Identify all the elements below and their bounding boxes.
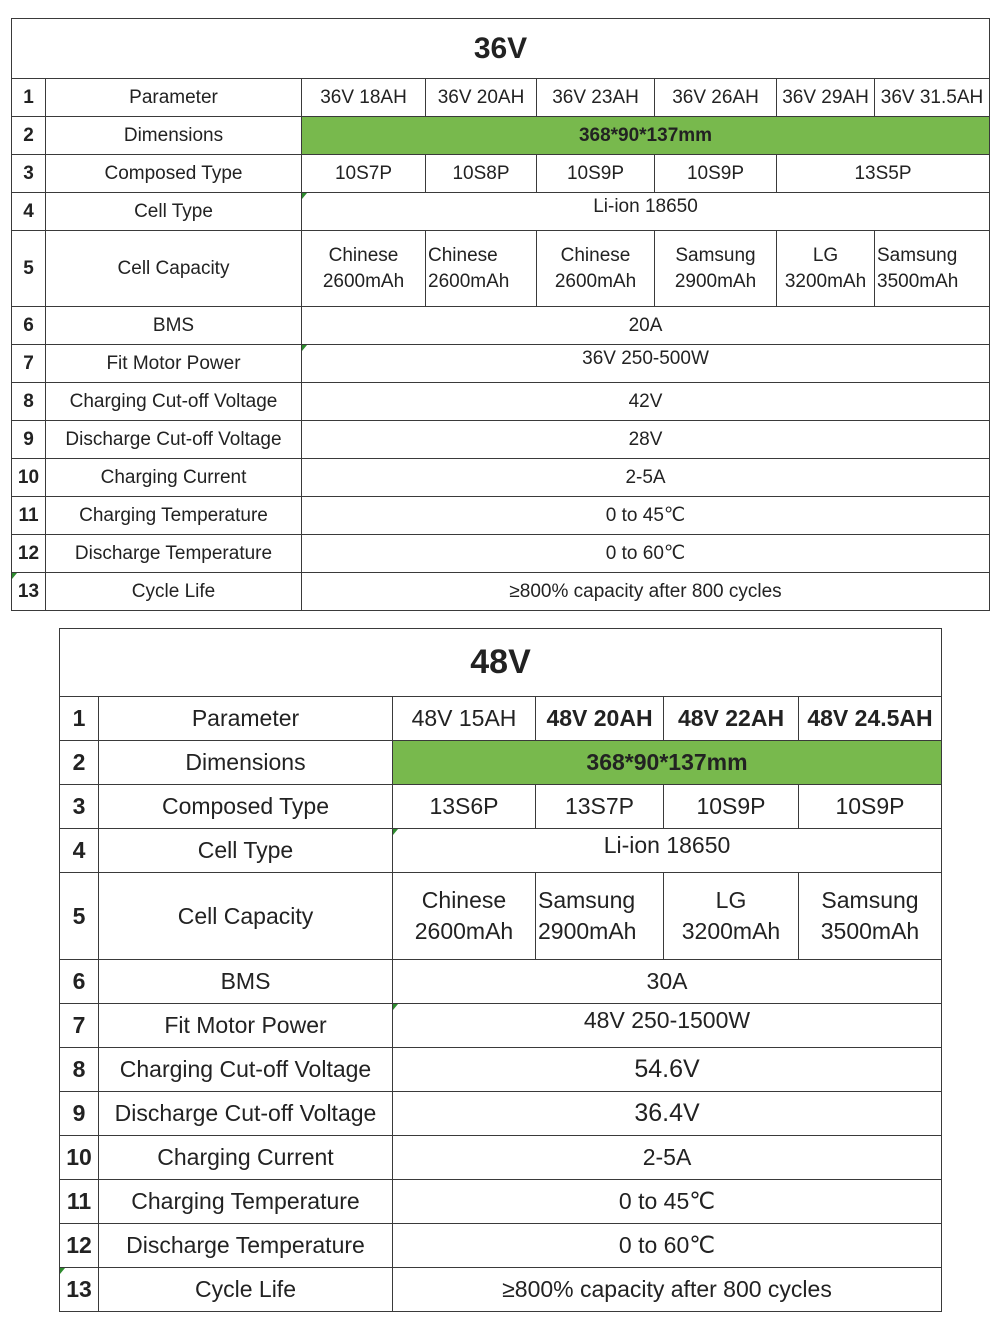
charging-current-value: 2-5A: [393, 1136, 942, 1180]
row-label: Cell Type: [46, 193, 302, 231]
row-number: 2: [12, 117, 46, 155]
table-row: [12, 155, 990, 193]
row-label: Charging Current: [46, 459, 302, 497]
row-label: Composed Type: [46, 155, 302, 193]
row-label: Cycle Life: [99, 1268, 393, 1312]
capacity-cell: [302, 231, 426, 307]
capacity-brand: Chinese: [428, 244, 498, 266]
capacity-brand: Samsung: [538, 886, 636, 913]
table-row: [60, 1268, 942, 1312]
table-title: 36V: [12, 19, 990, 79]
discharge-temp-value: 0 to 60℃: [393, 1224, 942, 1268]
capacity-cell: [664, 873, 799, 960]
row-label: Charging Cut-off Voltage: [99, 1048, 393, 1092]
composed-type-cell: 10S9P: [537, 155, 655, 193]
row-label: Fit Motor Power: [46, 345, 302, 383]
table-row: [60, 785, 942, 829]
capacity-mah: 3200mAh: [681, 918, 781, 944]
row-number: 13: [60, 1268, 99, 1312]
header-cell: 36V 31.5AH: [875, 79, 990, 117]
table-row: [12, 117, 990, 155]
capacity-brand: Chinese: [328, 244, 399, 266]
table-row: [60, 1004, 942, 1048]
row-number: 2: [60, 741, 99, 785]
composed-type-cell: 13S6P: [393, 785, 536, 829]
capacity-cell: [536, 873, 664, 960]
row-number: 8: [60, 1048, 99, 1092]
capacity-mah: 2900mAh: [538, 918, 637, 944]
capacity-brand: Samsung: [675, 244, 756, 266]
row-label: Discharge Cut-off Voltage: [46, 421, 302, 459]
row-label: Discharge Temperature: [46, 535, 302, 573]
capacity-mah: 2900mAh: [674, 270, 757, 292]
composed-type-cell: 13S5P: [777, 155, 990, 193]
capacity-mah: 2600mAh: [322, 270, 405, 292]
row-number: 12: [12, 535, 46, 573]
header-cell: 36V 20AH: [426, 79, 537, 117]
table-row: [12, 231, 990, 307]
row-number: 3: [60, 785, 99, 829]
row-number: 3: [12, 155, 46, 193]
dimensions-value: 368*90*137mm: [393, 741, 942, 785]
row-number: 12: [60, 1224, 99, 1268]
motor-power-value: 36V 250-500W: [302, 345, 990, 383]
header-cell: 48V 20AH: [536, 697, 664, 741]
table-row: [12, 535, 990, 573]
table-row: [12, 573, 990, 611]
table-row: [60, 960, 942, 1004]
cycle-life-value: ≥800% capacity after 800 cycles: [393, 1268, 942, 1312]
capacity-cell: [875, 231, 990, 307]
capacity-mah: 2600mAh: [428, 270, 510, 292]
row-label: Charging Cut-off Voltage: [46, 383, 302, 421]
header-cell: 48V 22AH: [664, 697, 799, 741]
row-label: Charging Temperature: [46, 497, 302, 535]
header-cell: 36V 26AH: [655, 79, 777, 117]
table-row: [12, 383, 990, 421]
bms-value: 20A: [302, 307, 990, 345]
row-label: Discharge Temperature: [99, 1224, 393, 1268]
row-label: Charging Temperature: [99, 1180, 393, 1224]
row-number: 1: [60, 697, 99, 741]
table-row: [60, 873, 942, 960]
row-number: 1: [12, 79, 46, 117]
table-row: [60, 829, 942, 873]
row-label: Dimensions: [99, 741, 393, 785]
row-number: 11: [12, 497, 46, 535]
row-number: 10: [60, 1136, 99, 1180]
header-cell: 36V 29AH: [777, 79, 875, 117]
capacity-cell: [777, 231, 875, 307]
row-label: Composed Type: [99, 785, 393, 829]
row-label: Discharge Cut-off Voltage: [99, 1092, 393, 1136]
discharge-temp-value: 0 to 60℃: [302, 535, 990, 573]
row-number: 6: [60, 960, 99, 1004]
table-row: [60, 697, 942, 741]
capacity-cell: [655, 231, 777, 307]
table-row: [60, 1180, 942, 1224]
table-title: 48V: [60, 629, 942, 697]
header-cell: 48V 24.5AH: [799, 697, 942, 741]
row-number: 8: [12, 383, 46, 421]
charging-cutoff-value: 54.6V: [393, 1048, 942, 1092]
composed-type-cell: 10S7P: [302, 155, 426, 193]
dimensions-value: 368*90*137mm: [302, 117, 990, 155]
table-row: [60, 1092, 942, 1136]
row-number: 5: [12, 231, 46, 307]
table-row: [12, 421, 990, 459]
composed-type-cell: 13S7P: [536, 785, 664, 829]
capacity-cell: [393, 873, 536, 960]
cell-type-value: Li-ion 18650: [302, 193, 990, 231]
table-row: [60, 741, 942, 785]
table-row: [12, 497, 990, 535]
row-number: 4: [60, 829, 99, 873]
row-label: BMS: [99, 960, 393, 1004]
capacity-mah: 2600mAh: [554, 270, 637, 292]
table-row: [12, 307, 990, 345]
table-row: [12, 193, 990, 231]
row-number: 11: [60, 1180, 99, 1224]
header-cell: 36V 18AH: [302, 79, 426, 117]
table-row: [60, 1048, 942, 1092]
spec-table-48v: [59, 628, 942, 1312]
capacity-brand: Samsung: [877, 244, 958, 266]
capacity-brand: Samsung: [821, 886, 919, 913]
charging-current-value: 2-5A: [302, 459, 990, 497]
table-row: [60, 1136, 942, 1180]
row-label: Fit Motor Power: [99, 1004, 393, 1048]
capacity-mah: 3200mAh: [784, 270, 867, 292]
spec-table-36v: [11, 18, 990, 611]
cell-type-value: Li-ion 18650: [393, 829, 942, 873]
capacity-cell: [537, 231, 655, 307]
capacity-cell: [799, 873, 942, 960]
discharge-cutoff-value: 28V: [302, 421, 990, 459]
cycle-life-value: ≥800% capacity after 800 cycles: [302, 573, 990, 611]
capacity-brand: Chinese: [560, 244, 631, 266]
row-label: BMS: [46, 307, 302, 345]
row-number: 5: [60, 873, 99, 960]
row-label: Cell Capacity: [46, 231, 302, 307]
capacity-mah: 2600mAh: [414, 918, 514, 944]
header-cell: 48V 15AH: [393, 697, 536, 741]
row-label: Cycle Life: [46, 573, 302, 611]
row-number: 9: [12, 421, 46, 459]
row-label: Cell Capacity: [99, 873, 393, 960]
discharge-cutoff-value: 36.4V: [393, 1092, 942, 1136]
row-number: 4: [12, 193, 46, 231]
row-number: 10: [12, 459, 46, 497]
composed-type-cell: 10S9P: [655, 155, 777, 193]
row-label: Parameter: [99, 697, 393, 741]
charging-temp-value: 0 to 45℃: [302, 497, 990, 535]
capacity-brand: Chinese: [421, 886, 507, 913]
composed-type-cell: 10S8P: [426, 155, 537, 193]
capacity-mah: 3500mAh: [820, 918, 920, 944]
row-label: Cell Type: [99, 829, 393, 873]
row-label: Dimensions: [46, 117, 302, 155]
row-number: 7: [60, 1004, 99, 1048]
capacity-brand: LG: [812, 244, 839, 266]
table-row: [12, 79, 990, 117]
capacity-brand: LG: [715, 886, 747, 913]
capacity-cell: [426, 231, 537, 307]
capacity-mah: 3500mAh: [877, 270, 959, 292]
row-label: Charging Current: [99, 1136, 393, 1180]
composed-type-cell: 10S9P: [799, 785, 942, 829]
table-row: [12, 345, 990, 383]
charging-temp-value: 0 to 45℃: [393, 1180, 942, 1224]
row-label: Parameter: [46, 79, 302, 117]
charging-cutoff-value: 42V: [302, 383, 990, 421]
row-number: 9: [60, 1092, 99, 1136]
header-cell: 36V 23AH: [537, 79, 655, 117]
table-row: [60, 1224, 942, 1268]
table-row: [12, 459, 990, 497]
row-number: 13: [12, 573, 46, 611]
bms-value: 30A: [393, 960, 942, 1004]
row-number: 7: [12, 345, 46, 383]
composed-type-cell: 10S9P: [664, 785, 799, 829]
motor-power-value: 48V 250-1500W: [393, 1004, 942, 1048]
row-number: 6: [12, 307, 46, 345]
